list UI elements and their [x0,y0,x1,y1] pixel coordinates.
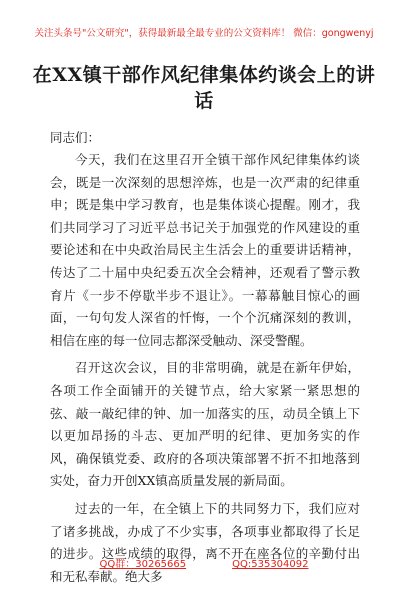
salutation: 同志们： [50,130,101,145]
footer-bar [0,555,408,570]
paragraph: 召开这次会议，目的非常明确，就是在新年伊始，各项工作全面铺开的关键节点，给大家紧一紧思想的弦、敲一敲纪律的钟、加一加落实的压，动员全镇上下以更加昂扬的斗志、更加严明的纪律、更加务实的作风，确保镇党委、政府的各项决策部署不折不扣地落到实处，奋力开创XX镇高质量发展的新局面。 [50,360,360,489]
document-title: 在XX镇干部作风纪律集体约谈会上的讲话 [32,64,376,112]
paragraph: 今天，我们在这里召开全镇干部作风纪律集体约谈会，既是一次深刻的思想淬炼，也是一次严肃的纪律重申；既是集中学习教育，也是集体谈心提醒。刚才，我们共同学习了习近平总书记关于加强党的作风建设的重要论述和在中央政治局民主生活会上的重要讲话精神，传达了二十届中央纪委五次全会精神，还观看了警示教育片《一步不停歇半步不退让》。一幕幕触目惊心的画面，一句句发人深省的忏悔，一个个沉痛深刻的教训，相信在座的每一位同志都深受触动、深受警醒。 [50,152,360,348]
header-banner: 关注头条号"公文研究"，获得最新最全最专业的公文资料库！ 微信：gongwenyj [34,28,374,39]
document-body [50,149,360,593]
paragraph: 过去的一年，在全镇上下的共同努力下，我们应对了诸多挑战，办成了不少实事，各项事业都取得了长足的进步。这些成绩的取得，离不开在座各位的辛勤付出和无私奉献。绝大多 [50,500,360,584]
qq-number-text: QQ:535304092 [232,559,309,570]
qq-group-text: QQ群：30265665 [99,559,187,570]
